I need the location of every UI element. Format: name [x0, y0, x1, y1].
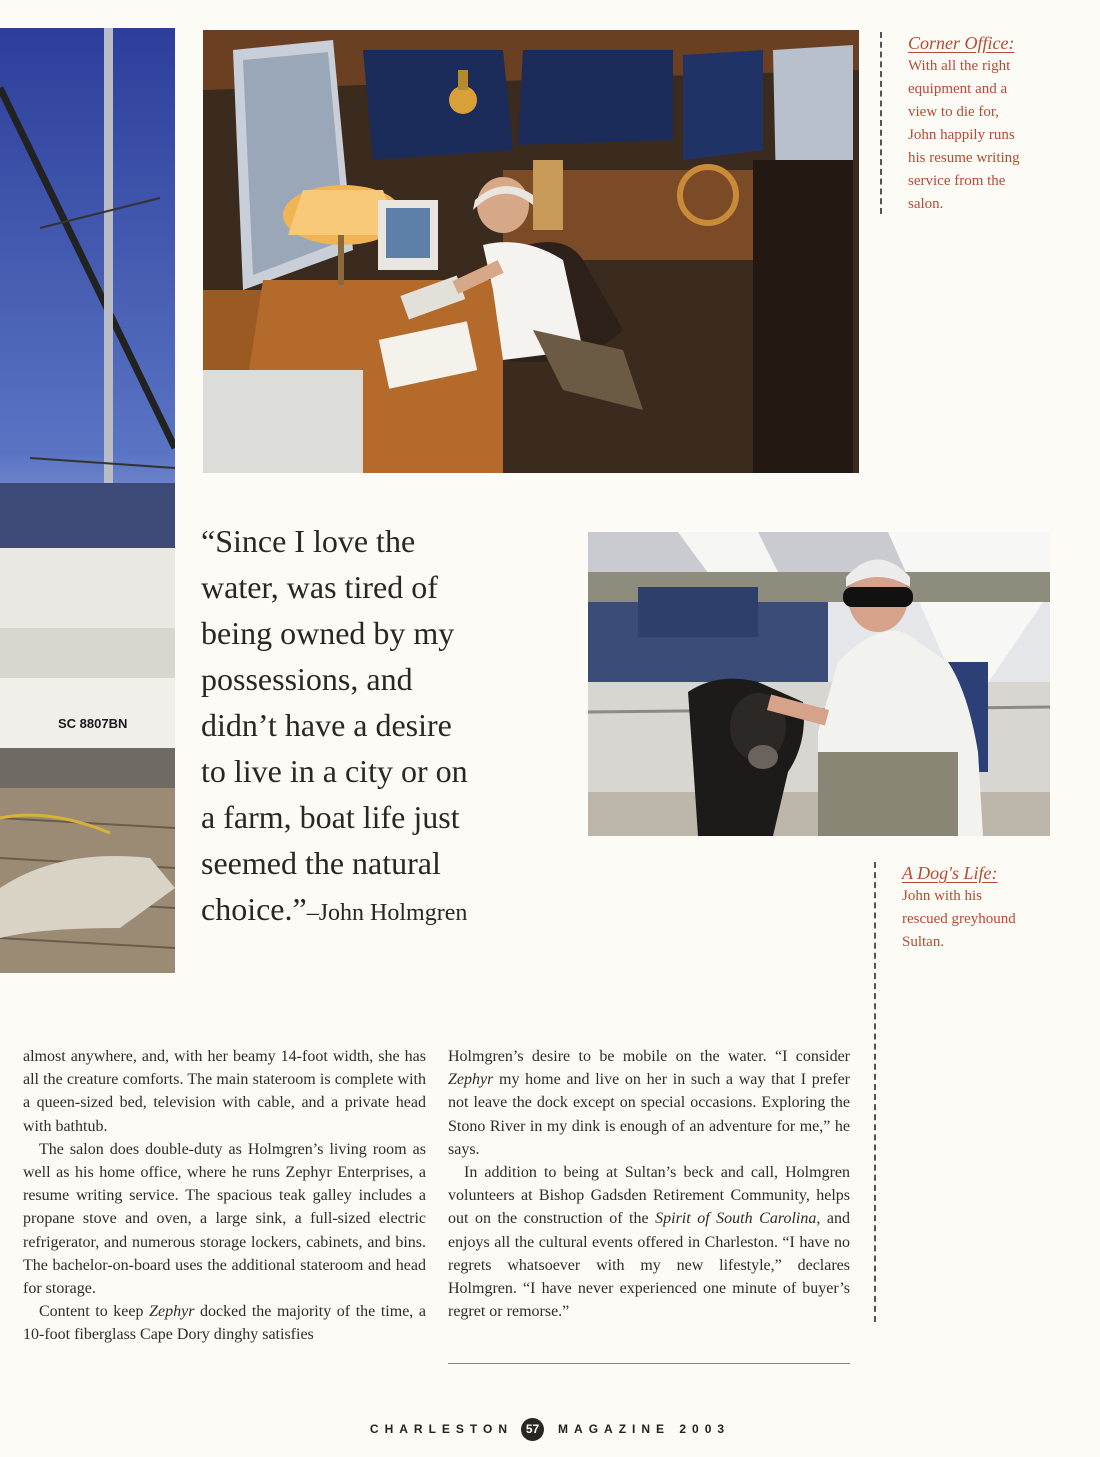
pull-quote-line: choice.”	[201, 891, 307, 927]
pull-quote-line: water, was tired of	[201, 569, 438, 605]
ship-name: Spirit of South Carolina,	[655, 1210, 821, 1228]
page-footer	[0, 1416, 1100, 1442]
body-paragraph: In addition to being at Sultan’s beck and call, Holmgren volunteers at Bishop Gadsden Retirement Community, helps out on the construction of the Spirit of South Carolina, and enjoys all the cultural events offered in Charleston. “I have no regrets whatsoever with my new lifestyle,” declares Holmgren. “I have never experienced one minute of buyer’s regret or remorse.”	[448, 1164, 850, 1321]
pull-quote-last-line	[201, 886, 571, 936]
caption-title: A Dog's Life:	[902, 863, 998, 883]
body-column-right	[448, 1045, 850, 1323]
caption-line: rescued greyhound	[902, 911, 1016, 927]
boat-name: Zephyr	[149, 1303, 195, 1321]
pull-quote-line: being owned by my	[201, 615, 455, 651]
column-end-rule	[448, 1363, 850, 1364]
body-column-left	[23, 1045, 426, 1347]
caption-line: John with his	[902, 888, 983, 904]
caption-line: service from the	[908, 173, 1006, 189]
pull-quote-line: didn’t have a desire	[201, 707, 452, 743]
marina-sailboat-photo	[0, 28, 175, 973]
pull-quote-line: “Since I love the	[201, 523, 416, 559]
body-paragraph: The salon does double-duty as Holmgren’s living room as well as his home office, where he runs Zephyr Enterprises, a resume writing service. The spacious teak galley includes a propane stove and oven, a large sink, a full-sized electric refrigerator, and numerous storage lockers, cabinets, and bins. The bachelor-on-board uses the additional stateroom and head for storage.	[23, 1140, 426, 1298]
pull-quote-line: a farm, boat life just	[201, 799, 460, 835]
body-paragraph: Content to keep Zephyr docked the majority of the time, a 10-foot fiberglass Cape Dory dinghy satisfies	[23, 1303, 427, 1344]
caption-dogs-life	[874, 862, 1074, 1322]
boat-name: Zephyr	[448, 1071, 494, 1089]
caption-title: Corner Office:	[908, 33, 1015, 53]
dog-on-deck-photo	[588, 532, 1050, 836]
pull-quote-line: possessions, and	[201, 661, 413, 697]
caption-line: salon.	[908, 196, 944, 212]
caption-line: Sultan.	[902, 934, 945, 950]
caption-line: John happily runs	[908, 127, 1015, 143]
caption-line: equipment and a	[908, 81, 1008, 97]
caption-corner-office	[880, 32, 1080, 214]
caption-line: view to die for,	[908, 104, 1000, 120]
footer-publication-right: MAGAZINE 2003	[558, 1422, 731, 1436]
pull-quote-attribution: –John Holmgren	[306, 900, 468, 926]
body-paragraph: Holmgren’s desire to be mobile on the water. “I consider Zephyr my home and live on her in such a way that I prefer not leave the dock except on special occasions. Exploring the Stono River in my dink is enough of an adventure for me,” he says.	[448, 1048, 850, 1158]
pull-quote-line: seemed the natural	[201, 845, 441, 881]
boat-registration-label: SC 8807BN	[58, 716, 128, 731]
page-number: 57	[521, 1418, 544, 1441]
caption-line: With all the right	[908, 58, 1011, 74]
caption-line: his resume writing	[908, 150, 1020, 166]
pull-quote	[201, 518, 571, 936]
footer-publication-left: CHARLESTON	[369, 1422, 514, 1436]
pull-quote-line: to live in a city or on	[201, 753, 468, 789]
body-paragraph: almost anywhere, and, with her beamy 14-foot width, she has all the creature comforts. The main stateroom is complete with a queen-sized bed, television with cable, and a private head with bathtub.	[23, 1048, 426, 1135]
salon-office-photo	[203, 30, 859, 473]
